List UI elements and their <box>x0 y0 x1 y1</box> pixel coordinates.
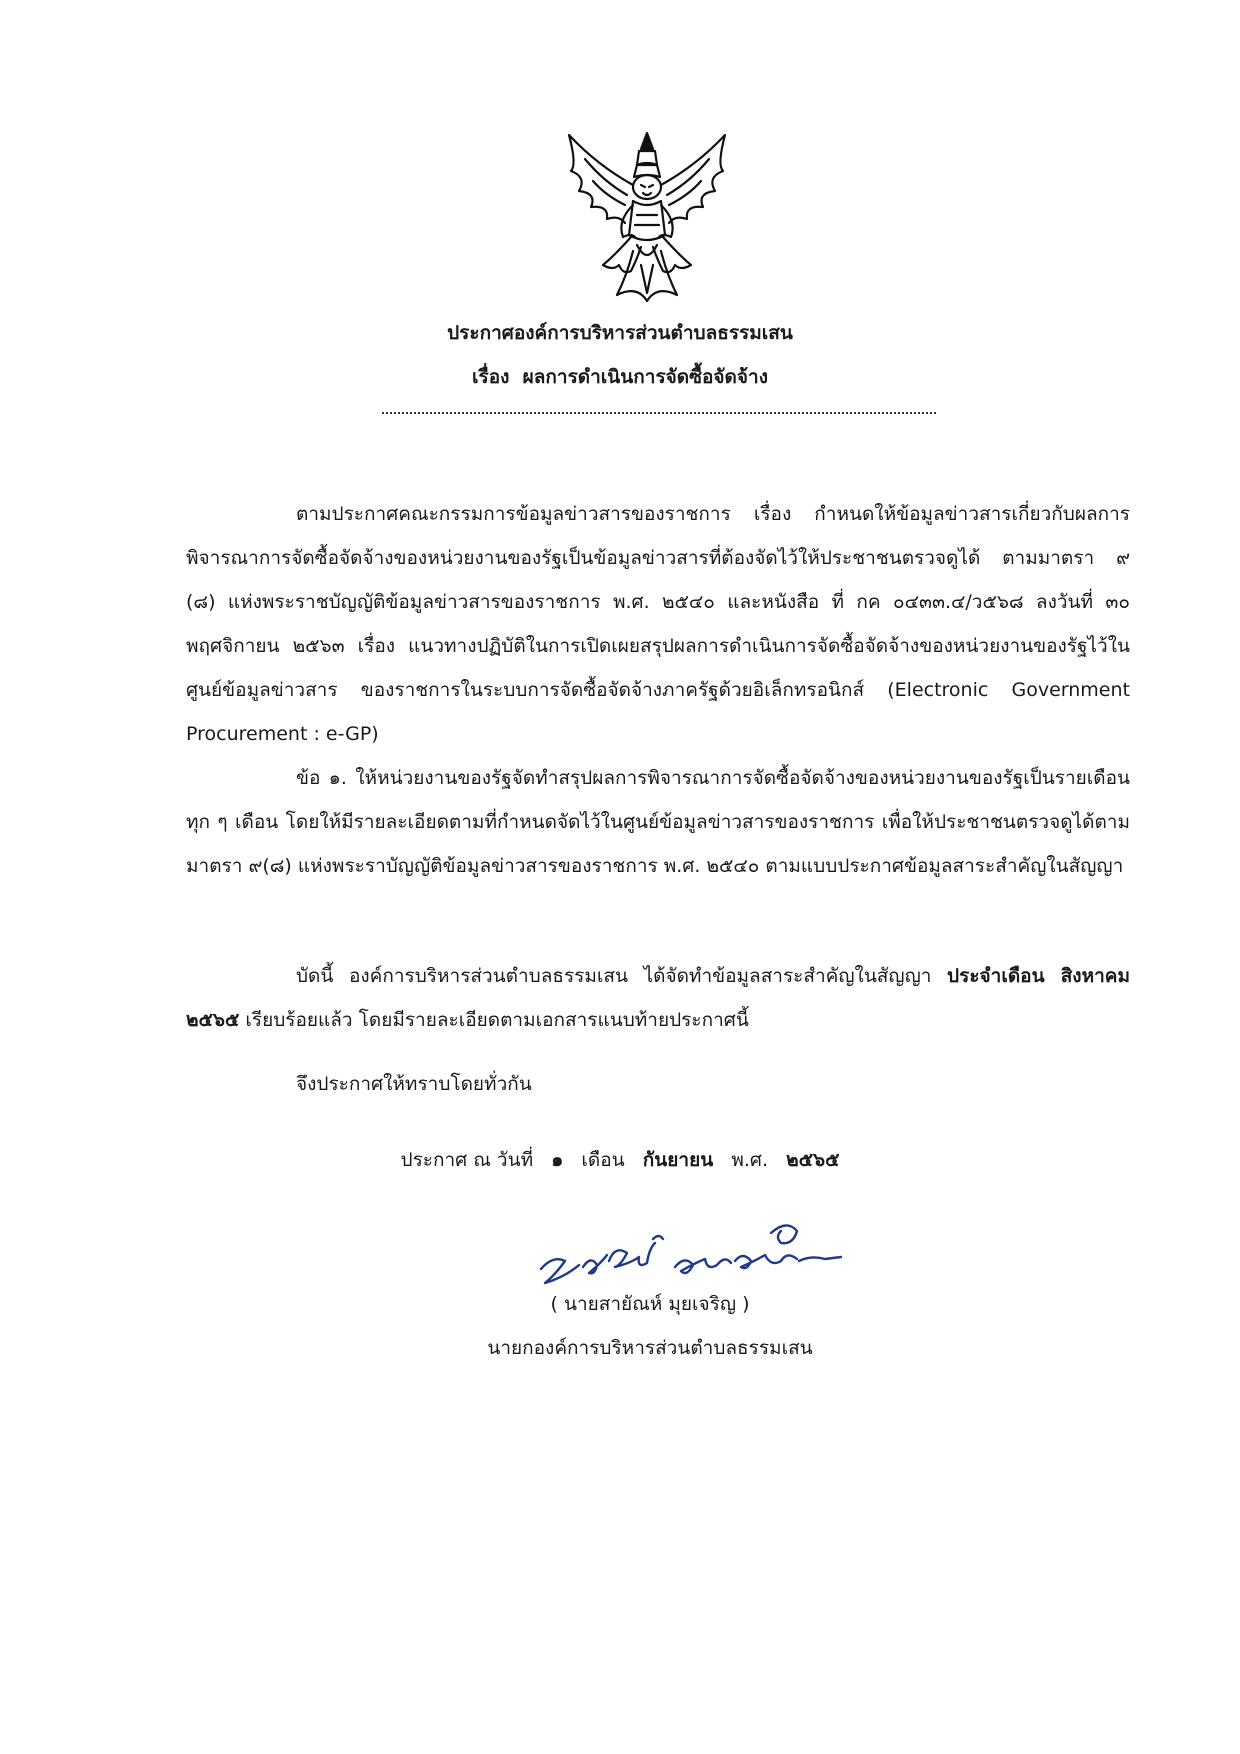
paragraph-clause-1-text: ข้อ ๑. ให้หน่วยงานของรัฐจัดทำสรุปผลการพิจารณาการจัดซื้อจัดจ้างของหน่วยงานของรัฐเป็นรายเดือนทุก ๆ เดือน โดยให้มีรายละเอียดตามที่กำหนดจัดไว้ในศูนย์ข้อมูลข่าวสารของราชการ เพื่อให้ประชาชนตรวจดูได้ตามมาตรา ๙(๘) แห่งพระราบัญญัติข้อมูลข่าวสารของราชการ พ.ศ. ๒๕๔๐ ตามแบบประกาศข้อมูลสาระสำคัญในสัญญา <box>186 767 1130 877</box>
signer-position: นายกองค์การบริหารส่วนตำบลธรรมเสน <box>487 1337 813 1359</box>
subject-text: ผลการดำเนินการจัดซื้อจัดจ้าง <box>522 366 768 388</box>
announcement-date <box>0 1138 1240 1182</box>
date-month-label: เดือน <box>581 1149 625 1171</box>
paragraph-closing <box>186 1062 1130 1106</box>
paragraph-closing-text: จึงประกาศให้ทราบโดยทั่วกัน <box>296 1073 532 1095</box>
date-day: ๑ <box>551 1149 564 1171</box>
date-month: กันยายน <box>642 1149 714 1171</box>
subject-label: เรื่อง <box>472 366 510 388</box>
date-prefix: ประกาศ ณ วันที่ <box>400 1149 534 1171</box>
date-era: พ.ศ. <box>731 1149 768 1171</box>
announcement-subject-line <box>0 362 1240 392</box>
signer-name: ( นายสายัณห์ มุยเจริญ ) <box>550 1293 750 1315</box>
date-year: ๒๕๖๕ <box>786 1149 840 1171</box>
paragraph-announcement-month: ประจำเดือน สิงหาคม ๒๕๖๕ <box>186 965 1131 1031</box>
paragraph-reference <box>186 492 1130 756</box>
paragraph-announcement-tail: เรียบร้อยแล้ว โดยมีรายละเอียดตามเอกสารแนบท้ายประกาศนี้ <box>245 1009 749 1031</box>
paragraph-reference-text: ตามประกาศคณะกรรมการข้อมูลข่าวสารของราชการ เรื่อง กำหนดให้ข้อมูลข่าวสารเกี่ยวกับผลการพิจารณาการจัดซื้อจัดจ้างของหน่วยงานของรัฐเป็นข้อมูลข่าวสารที่ต้องจัดไว้ให้ประชาชนตรวจดูได้ ตามมาตรา ๙ (๘) แห่งพระราชบัญญัติข้อมูลข่าวสารของราชการ พ.ศ. ๒๕๔๐ และหนังสือ ที่ กค ๐๔๓๓.๔/ว๕๖๘ ลงวันที่ ๓๐ พฤศจิกายน ๒๕๖๓ เรื่อง แนวทางปฏิบัติในการเปิดเผยสรุปผลการดำเนินการจัดซื้อจัดจ้างของหน่วยงานของรัฐไว้ในศูนย์ข้อมูลข่าวสาร ของราชการในระบบการจัดซื้อจัดจ้างภาครัฐด้วยอิเล็กทรอนิกส์ (Electronic Government Procurement : e-GP) <box>186 503 1130 745</box>
paragraph-clause-1 <box>186 756 1130 888</box>
paragraph-announcement <box>186 954 1130 1042</box>
dotted-divider <box>382 412 936 414</box>
garuda-emblem-icon <box>557 125 737 305</box>
paragraph-announcement-text: บัดนี้ องค์การบริหารส่วนตำบลธรรมเสน ได้จัดทำข้อมูลสาระสำคัญในสัญญา <box>296 965 932 987</box>
announcement-title: ประกาศองค์การบริหารส่วนตำบลธรรมเสน <box>447 322 793 344</box>
